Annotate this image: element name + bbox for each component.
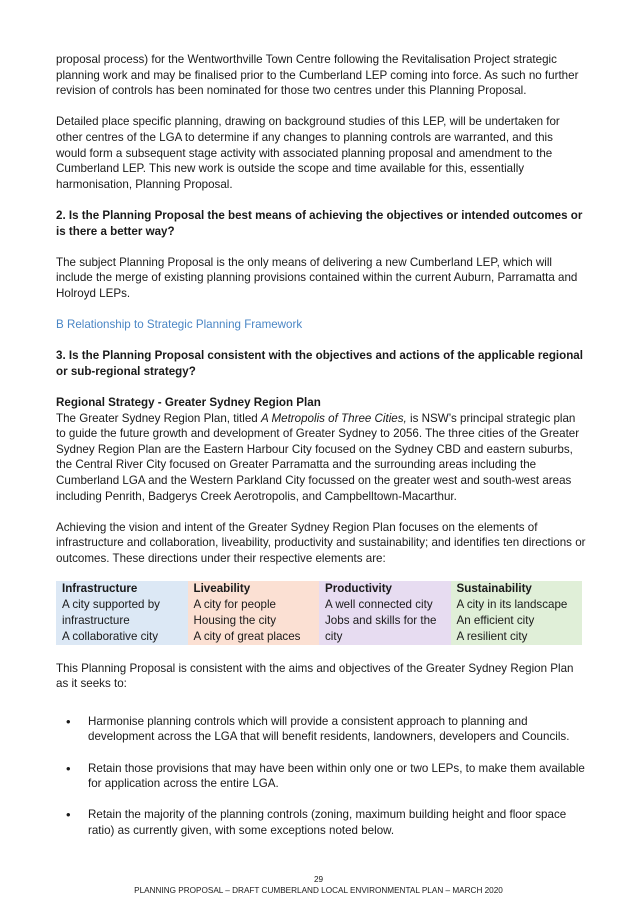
page-number: 29	[313, 875, 324, 884]
table-row	[56, 597, 582, 613]
paragraph-wentworthville: proposal process) for the Wentworthville Town Centre following the Revitalisation Project strategic planning work and may be finalised prior to the Cumberland LEP coming into force. As such no further revision of controls has been nominated for those two centres under this Planning Proposal.	[56, 53, 579, 98]
region-plan-title-italic: A Metropolis of Three Cities,	[260, 411, 407, 425]
table-cell: A city supported by	[56, 597, 188, 613]
header-infrastructure: Infrastructure	[56, 581, 188, 597]
document-body	[56, 52, 586, 854]
list-item: • Retain those provisions that may have been within only one or two LEPs, to make them available for application across the entire LGA.	[56, 761, 586, 792]
paragraph-consistent: This Planning Proposal is consistent with the aims and objectives of the Greater Sydney Region Plan as it seeks to:	[56, 661, 574, 691]
directions-table	[56, 581, 582, 645]
section-b-heading: B Relationship to Strategic Planning Framework	[56, 318, 303, 332]
paragraph-vision: Achieving the vision and intent of the Greater Sydney Region Plan focuses on the elements of infrastructure and collaboration, liveability, productivity and sustainability; and identifies ten directions or outcomes. These directions under their respective elements are:	[56, 520, 586, 565]
table-cell: Housing the city	[188, 613, 320, 629]
table-cell: Jobs and skills for the	[319, 613, 451, 629]
header-productivity: Productivity	[319, 581, 451, 597]
table-cell: A collaborative city	[56, 629, 188, 645]
footer-title: PLANNING PROPOSAL – DRAFT CUMBERLAND LOCAL ENVIRONMENTAL PLAN – MARCH 2020	[134, 886, 503, 895]
question-2-heading: 2. Is the Planning Proposal the best means of achieving the objectives or intended outcomes or is there a better way?	[56, 208, 583, 238]
aims-bullet-list	[56, 714, 586, 839]
table-cell: An efficient city	[451, 613, 583, 629]
table-cell: A well connected city	[319, 597, 451, 613]
regional-strategy-heading: Regional Strategy - Greater Sydney Region Plan	[56, 396, 321, 410]
table-cell: A city for people	[188, 597, 320, 613]
table-row	[56, 613, 582, 629]
table-cell: A resilient city	[451, 629, 583, 645]
question-3-heading: 3. Is the Planning Proposal consistent with the objectives and actions of the applicable regional or sub-regional strategy?	[56, 349, 583, 378]
paragraph-place-planning: Detailed place specific planning, drawing on background studies of this LEP, will be undertaken for other centres of the LGA to determine if any changes to planning controls are warranted, and this would form a subsequent stage activity with associated planning proposal and amendment to the Cumberland LEP. This new work is outside the scope and time available for this, essentially harmonisation, Planning Proposal.	[56, 115, 560, 191]
paragraph-only-means: The subject Planning Proposal is the only means of delivering a new Cumberland LEP, which will include the merge of existing planning provisions contained within the current Auburn, Parramatta and Holroyd LEPs.	[56, 255, 578, 300]
table-header-row	[56, 581, 582, 597]
region-plan-text-b: is NSW’s principal strategic plan to guide the future growth and development of Greater Sydney to 2056. The three cities of the Greater Sydney Region Plan are the Eastern Harbour City focused on the Sydney CBD and eastern suburbs, the Central River City focused on Greater Parramatta and the surrounding areas including the Cumberland LGA and the Western Parkland City focussed on the greater west and south-west areas including Penrith, Badgerys Creek Aerotropolis, and Campbelltown-Macarthur.	[56, 411, 580, 503]
table-cell: infrastructure	[56, 613, 188, 629]
header-liveability: Liveability	[188, 581, 320, 597]
header-sustainability: Sustainability	[451, 581, 583, 597]
list-item: • Harmonise planning controls which will provide a consistent approach to planning and development across the LGA that will benefit residents, landowners, developers and Councils.	[56, 714, 586, 745]
list-item: • Retain the majority of the planning controls (zoning, maximum building height and floor space ratio) as currently given, with some exceptions noted below.	[56, 807, 586, 838]
table-cell: A city of great places	[188, 629, 320, 645]
region-plan-text-a: The Greater Sydney Region Plan, titled	[56, 411, 261, 425]
table-cell: city	[319, 629, 451, 645]
table-row	[56, 629, 582, 645]
paragraph-region-plan	[56, 411, 586, 505]
table-cell: A city in its landscape	[451, 597, 583, 613]
